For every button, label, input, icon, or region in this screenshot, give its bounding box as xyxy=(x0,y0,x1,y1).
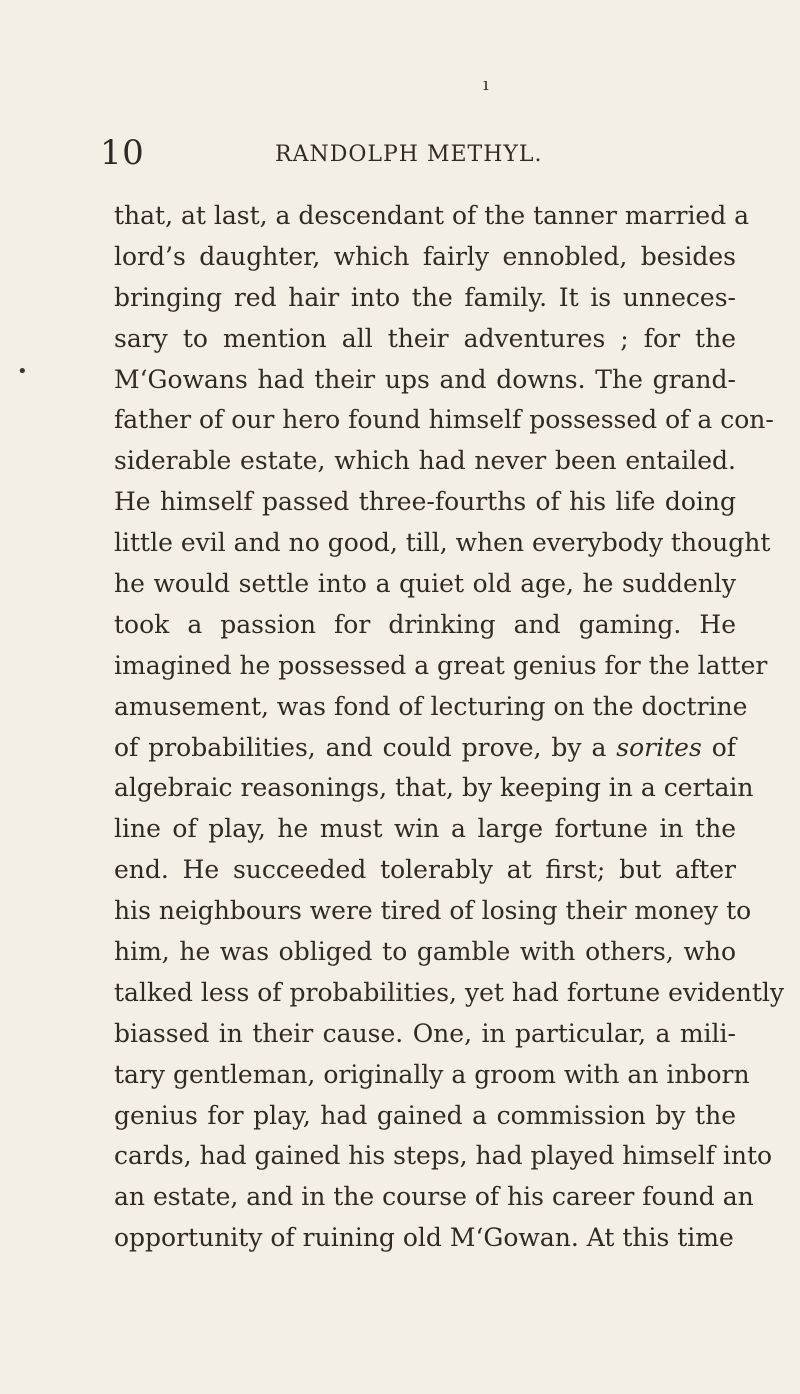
text-line xyxy=(114,728,736,769)
margin-mark: • xyxy=(17,361,28,382)
text-line: siderable estate, which had never been entailed. xyxy=(114,446,736,476)
text-line: he would settle into a quiet old age, he suddenly xyxy=(114,569,736,599)
page-header xyxy=(100,132,720,182)
text-line: algebraic reasonings, that, by keeping in a certain xyxy=(114,773,754,803)
text-line: end. He succeeded tolerably at first; but after xyxy=(114,855,736,885)
text-line: that, at last, a descendant of the tanner married a xyxy=(114,201,750,230)
text-line: him, he was obliged to gamble with others, who xyxy=(114,937,736,967)
text-line: little evil and no good, till, when everybody thought xyxy=(114,528,771,558)
text-line: opportunity of ruining old M‘Gowan. At this time xyxy=(114,1223,734,1253)
text-line: took a passion for drinking and gaming. He xyxy=(114,609,736,639)
margin-mark: ı xyxy=(483,74,489,95)
text-line: father of our hero found himself possessed of a con- xyxy=(114,405,774,435)
running-head: RANDOLPH METHYL. xyxy=(275,142,543,167)
text-line: line of play, he must win a large fortune in the xyxy=(114,814,736,844)
italic-term: sorites xyxy=(616,732,702,762)
text-line: M‘Gowans had their ups and downs. The grand- xyxy=(114,364,736,394)
text-line: He himself passed three-fourths of his life doing xyxy=(114,487,736,517)
body-text xyxy=(114,196,785,1259)
text-line: imagined he possessed a great genius for the latter xyxy=(114,650,768,680)
text-line: cards, had gained his steps, had played himself into xyxy=(114,1141,773,1171)
text-line: bringing red hair into the family. It is unneces- xyxy=(114,282,736,312)
text-line: genius for play, had gained a commission by the xyxy=(114,1100,736,1130)
text-line: sary to mention all their adventures ; for the xyxy=(114,323,736,353)
text-line: lord’s daughter, which fairly ennobled, besides xyxy=(114,241,736,271)
text-segment: of xyxy=(701,732,736,762)
page-number: 10 xyxy=(100,133,145,173)
text-line: tary gentleman, originally a groom with an inborn xyxy=(114,1059,750,1089)
text-line: amusement, was fond of lecturing on the doctrine xyxy=(114,691,748,721)
text-line: talked less of probabilities, yet had fortune evidently xyxy=(114,977,785,1007)
text-segment: of probabilities, and could prove, by a xyxy=(114,732,617,762)
text-line: his neighbours were tired of losing their money to xyxy=(114,896,752,926)
text-line: an estate, and in the course of his career found an xyxy=(114,1182,754,1212)
text-line: biassed in their cause. One, in particular, a mili- xyxy=(114,1018,736,1048)
